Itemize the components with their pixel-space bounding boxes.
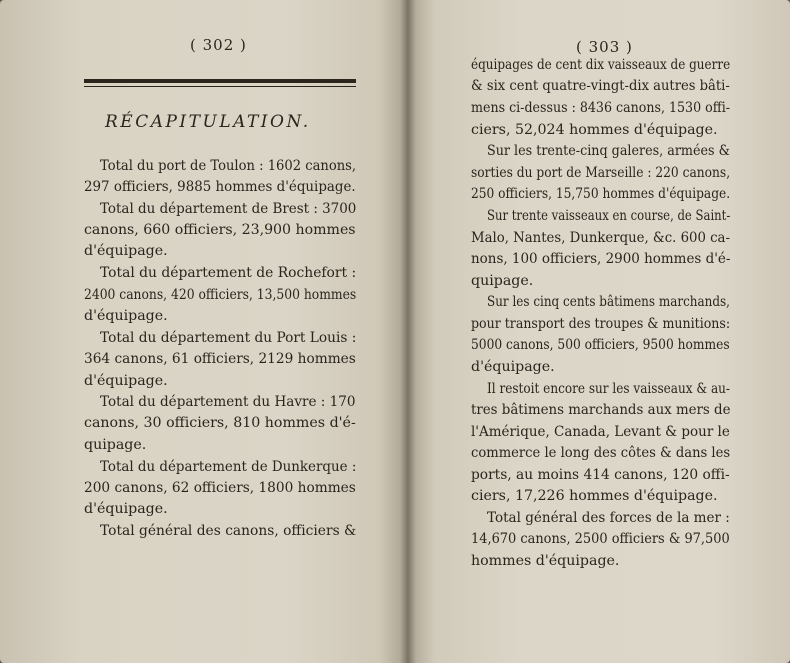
book-gutter: [400, 0, 416, 663]
text-line: sorties du port de Marseille : 220 canons,: [471, 165, 731, 181]
text-line: Sur les cinq cents bâtimens marchands,: [487, 294, 730, 310]
text-line: Total général des canons, officiers &: [100, 523, 357, 539]
text-line: Sur trente vaisseaux en course, de Saint-: [487, 208, 731, 224]
text-line: Malo, Nantes, Dunkerque, &c. 600 ca-: [471, 230, 730, 246]
text-line: équipages de cent dix vaisseaux de guerre: [471, 57, 731, 73]
text-line: d'équipage.: [84, 501, 168, 517]
text-line: hommes d'équipage.: [471, 553, 620, 569]
text-line: 200 canons, 62 officiers, 1800 hommes: [84, 480, 356, 496]
text-line: Total du département de Rochefort :: [100, 265, 357, 281]
text-line: canons, 660 officiers, 23,900 hommes: [84, 222, 356, 238]
text-line: ciers, 52,024 hommes d'équipage.: [471, 122, 718, 138]
text-line: Total du port de Toulon : 1602 canons,: [100, 158, 357, 174]
text-line: 364 canons, 61 officiers, 2129 hommes: [84, 351, 356, 367]
text-line: Il restoit encore sur les vaisseaux & au-: [487, 381, 730, 397]
text-line: ports, au moins 414 canons, 120 offi-: [471, 467, 730, 483]
text-line: quipage.: [471, 273, 534, 289]
text-line: Total du département de Dunkerque :: [100, 459, 357, 475]
rule-thin: [84, 86, 356, 87]
text-line: tres bâtimens marchands aux mers de: [471, 402, 731, 418]
text-line: 250 officiers, 15,750 hommes d'équipage.: [471, 186, 731, 202]
text-line: Total du département de Brest : 3700: [100, 201, 357, 217]
page-number-right: ( 303 ): [576, 38, 633, 56]
text-line: d'équipage.: [471, 359, 555, 375]
text-line: d'équipage.: [84, 308, 168, 324]
text-line: Total général des forces de la mer :: [487, 510, 730, 526]
text-line: Total du département du Havre : 170: [100, 394, 356, 410]
text-line: 14,670 canons, 2500 officiers & 97,500: [471, 531, 730, 547]
double-rule: [84, 79, 356, 87]
text-line: Sur les trente-cinq galeres, armées &: [487, 143, 730, 159]
page-number-left: ( 302 ): [190, 36, 247, 54]
text-line: ciers, 17,226 hommes d'équipage.: [471, 488, 718, 504]
text-line: & six cent quatre-vingt-dix autres bâti-: [471, 78, 730, 94]
text-line: l'Amérique, Canada, Levant & pour le: [471, 424, 730, 440]
text-line: 2400 canons, 420 officiers, 13,500 hommes: [84, 287, 357, 303]
text-line: 297 officiers, 9885 hommes d'équipage.: [84, 179, 356, 195]
text-line: nons, 100 officiers, 2900 hommes d'é-: [471, 251, 731, 267]
section-heading: RÉCAPITULATION.: [105, 112, 311, 132]
text-line: commerce le long des côtes & dans les: [471, 445, 731, 461]
right-page: [408, 0, 790, 663]
text-line: 5000 canons, 500 officiers, 9500 hommes: [471, 337, 730, 353]
text-line: pour transport des troupes & munitions:: [471, 316, 731, 332]
text-line: canons, 30 officiers, 810 hommes d'é-: [84, 415, 356, 431]
rule-thick: [84, 79, 356, 83]
text-line: d'équipage.: [84, 373, 168, 389]
text-line: Total du département du Port Louis :: [100, 330, 357, 346]
text-line: mens ci-dessus : 8436 canons, 1530 offi-: [471, 100, 731, 116]
text-line: quipage.: [84, 437, 147, 453]
text-line: d'équipage.: [84, 243, 168, 259]
